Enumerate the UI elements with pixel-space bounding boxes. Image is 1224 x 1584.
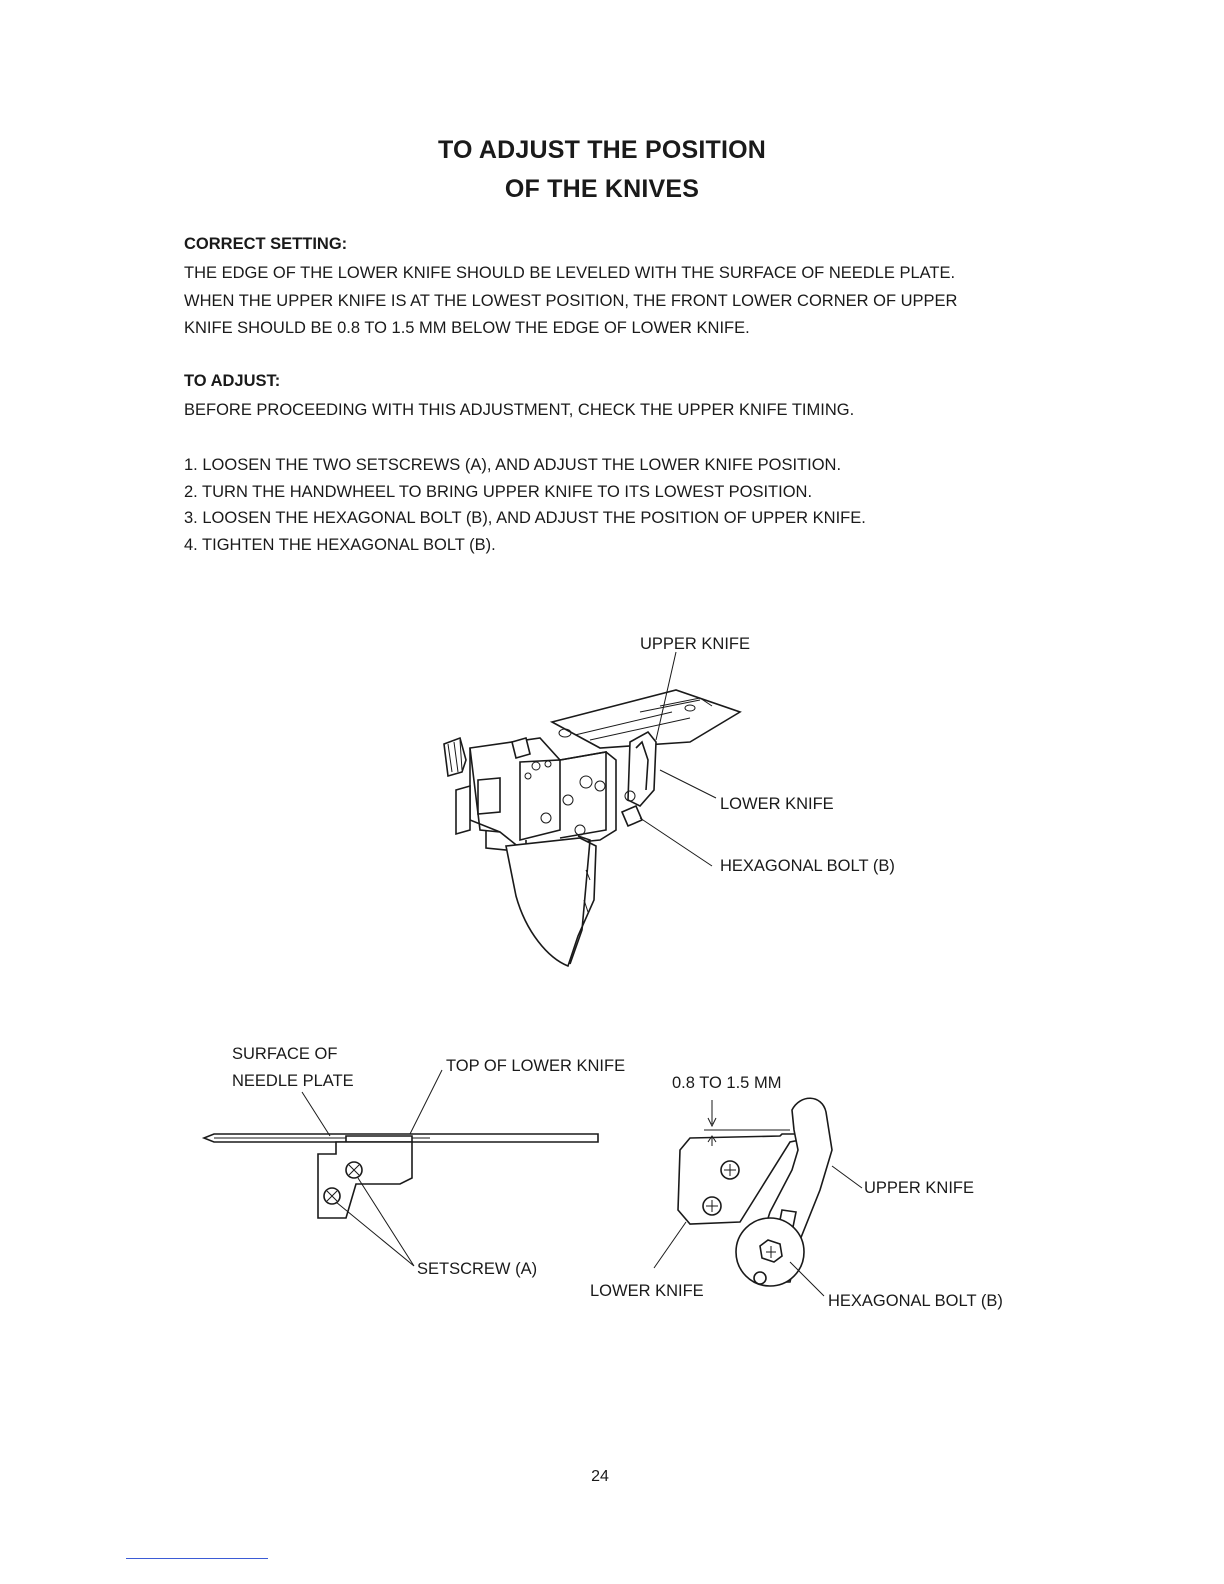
page-number: 24 xyxy=(591,1468,609,1485)
to-adjust-intro: BEFORE PROCEEDING WITH THIS ADJUSTMENT, CHECK THE UPPER KNIFE TIMING. xyxy=(184,401,855,419)
footer-underline xyxy=(126,1558,268,1559)
label-hexagonal-bolt-detail: HEXAGONAL BOLT (B) xyxy=(828,1292,1003,1310)
page-title-line2: OF THE KNIVES xyxy=(504,175,700,203)
label-upper-knife-detail: UPPER KNIFE xyxy=(864,1179,975,1197)
correct-setting-line: KNIFE SHOULD BE 0.8 TO 1.5 MM BELOW THE EDGE OF LOWER KNIFE. xyxy=(184,319,750,337)
adjust-step: 3. LOOSEN THE HEXAGONAL BOLT (B), AND ADJUST THE POSITION OF UPPER KNIFE. xyxy=(184,509,866,527)
label-surface-line2: NEEDLE PLATE xyxy=(232,1072,354,1090)
label-upper-knife: UPPER KNIFE xyxy=(640,635,751,653)
adjust-step: 1. LOOSEN THE TWO SETSCREWS (A), AND ADJUST THE LOWER KNIFE POSITION. xyxy=(184,456,842,474)
label-lower-knife: LOWER KNIFE xyxy=(720,795,834,813)
correct-setting-heading: CORRECT SETTING: xyxy=(184,235,348,253)
needle-plate-diagram xyxy=(204,1070,598,1266)
correct-setting-line: THE EDGE OF THE LOWER KNIFE SHOULD BE LEVELED WITH THE SURFACE OF NEEDLE PLATE. xyxy=(184,264,956,282)
label-top-of-lower-knife: TOP OF LOWER KNIFE xyxy=(446,1057,626,1075)
label-hexagonal-bolt: HEXAGONAL BOLT (B) xyxy=(720,857,895,875)
label-lower-knife-detail: LOWER KNIFE xyxy=(590,1282,704,1300)
label-gap-measure: 0.8 TO 1.5 MM xyxy=(672,1074,782,1092)
label-setscrew: SETSCREW (A) xyxy=(417,1260,538,1278)
to-adjust-heading: TO ADJUST: xyxy=(184,372,281,390)
adjust-step: 4. TIGHTEN THE HEXAGONAL BOLT (B). xyxy=(184,535,496,554)
knife-assembly-illustration xyxy=(444,652,740,966)
knife-gap-diagram xyxy=(654,1098,862,1296)
page-title-line1: TO ADJUST THE POSITION xyxy=(437,136,767,164)
label-surface-line1: SURFACE OF xyxy=(232,1045,338,1063)
correct-setting-line: WHEN THE UPPER KNIFE IS AT THE LOWEST POSITION, THE FRONT LOWER CORNER OF UPPER xyxy=(184,291,958,310)
adjust-step: 2. TURN THE HANDWHEEL TO BRING UPPER KNIFE TO ITS LOWEST POSITION. xyxy=(184,482,813,501)
